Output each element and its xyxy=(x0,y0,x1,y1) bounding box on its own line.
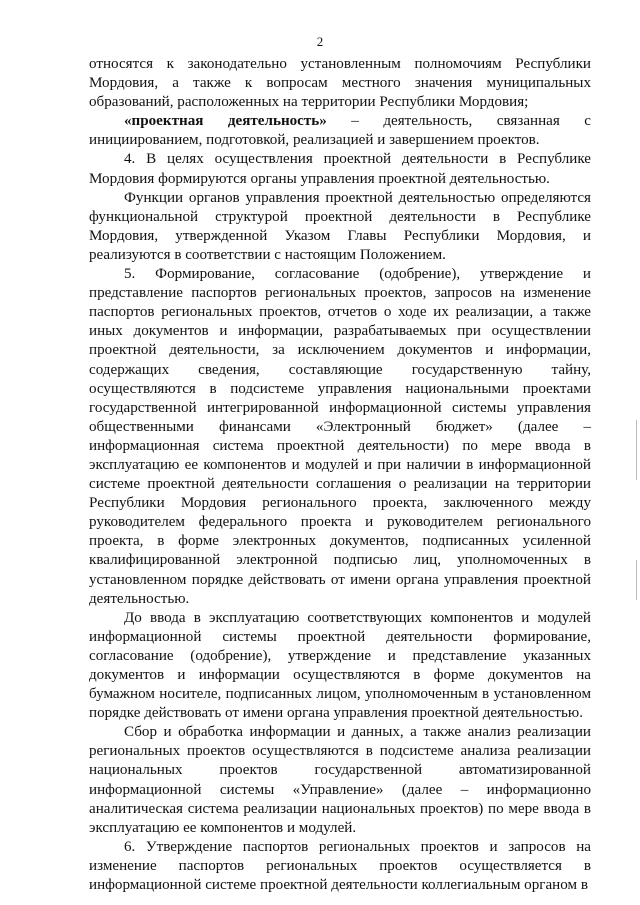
paragraph-3-text: 4. В целях осуществления проектной деятельности в Республике Мордовия формируются органы управления проектной деятельностью. xyxy=(89,151,591,187)
paragraph-1-text: относятся к законодательно установленным полномочиям Республики Мордовия, а также к вопросам местного значения муниципальных образований, расположенных на территории Республики Мордовия; xyxy=(89,56,591,111)
paragraph-5 xyxy=(89,265,591,609)
paragraph-2-text: – деятельность, связанная с инициированием, подготовкой, реализацией и завершением проектов. xyxy=(89,113,591,149)
paragraph-7 xyxy=(89,723,591,838)
paragraph-2 xyxy=(89,112,591,150)
paragraph-6 xyxy=(89,609,591,724)
scan-edge-mark xyxy=(636,560,637,600)
term-project-activity: «проектная деятельность» xyxy=(124,113,327,130)
paragraph-1 xyxy=(89,55,591,112)
paragraph-3 xyxy=(89,150,591,188)
paragraph-8-text: 6. Утверждение паспортов региональных проектов и запросов на изменение паспортов региональных проектов осуществляется в информационной системе проектной деятельности коллегиальным органом в xyxy=(89,838,591,894)
paragraph-4 xyxy=(89,189,591,265)
paragraph-5-text: 5. Формирование, согласование (одобрение), утверждение и представление паспортов региональных проектов, запросов на изменение паспортов региональных проектов, отчетов о ходе их реализации, а также иных документов и информации, разрабатываемых при осуществлении проектной деятельности, за исключением документов и информации, содержащих сведения, составляющие государственную тайну, осуществляются в подсистеме управления национальными проектами государственной интегрированной информационной системы управления общественными финансами «Электронный бюджет» (далее – информационная система проектной деятельности) по мере ввода в эксплуатацию ее компонентов и модулей и при наличии в информационной системе проектной деятельности соглашения о реализации на территории Республики Мордовия регионального проекта, заключенного между руководителем федерального проекта и руководителем регионального проекта, в форме электронных документов, подписанных усиленной квалифицированной электронной подписью лиц, уполномоченных в установленном порядке действовать от имени органа управления проектной деятельностью. xyxy=(89,266,591,607)
page-number: 2 xyxy=(316,34,324,49)
paragraph-7-text: Сбор и обработка информации и данных, а также анализ реализации региональных проектов осуществляются в подсистеме анализа реализации национальных проектов государственной автоматизированной информационной системы «Управление» (далее – информационно аналитическая система реализации национальных проектов) по мере ввода в эксплуатацию ее компонентов и модулей. xyxy=(89,724,591,836)
paragraph-8 xyxy=(89,838,591,895)
paragraph-6-text: До ввода в эксплуатацию соответствующих компонентов и модулей информационной системы проектной деятельности формирование, согласование (одобрение), утверждение и представление указанных документов и информации осуществляются в форме документов на бумажном носителе, подписанных лицом, уполномоченным в установленном порядке действовать от имени органа управления проектной деятельностью. xyxy=(89,609,591,722)
document-body xyxy=(89,55,591,895)
paragraph-4-text: Функции органов управления проектной деятельностью определяются функциональной структурой проектной деятельности в Республике Мордовия, утвержденной Указом Главы Республики Мордовия, и реализуются в соответствии с настоящим Положением. xyxy=(89,189,591,263)
scan-edge-mark xyxy=(636,420,637,480)
